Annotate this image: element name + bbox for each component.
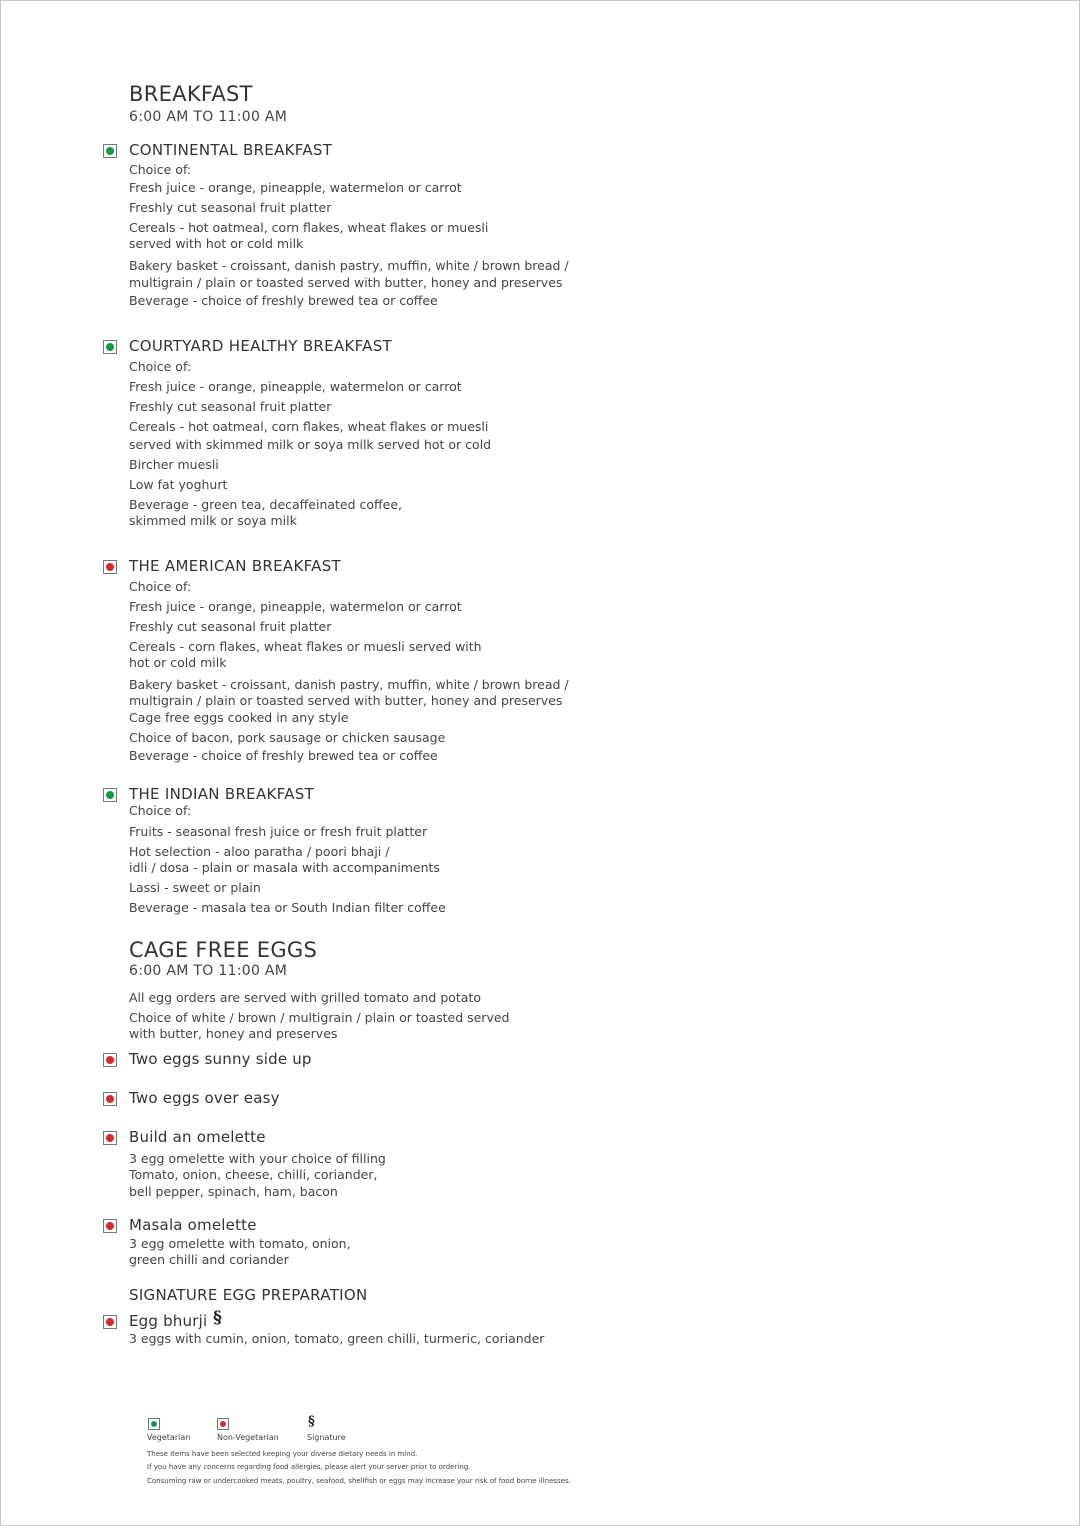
item-line: Cereals - hot oatmeal, corn flakes, wheat flakes or muesli: [129, 220, 489, 235]
legend-note: These items have been selected keeping your diverse dietary needs in mind.: [147, 1450, 418, 1458]
item-title-courtyard-healthy: COURTYARD HEALTHY BREAKFAST: [129, 337, 393, 355]
eggs-intro-line: Choice of white / brown / multigrain / plain or toasted served: [129, 1010, 510, 1025]
item-line: Freshly cut seasonal fruit platter: [129, 200, 332, 215]
non-vegetarian-icon: [103, 560, 117, 574]
non-vegetarian-icon: [103, 1092, 117, 1106]
item-line: Choice of:: [129, 162, 192, 177]
item-title-american: THE AMERICAN BREAKFAST: [129, 557, 342, 575]
legend-vegetarian-label: Vegetarian: [147, 1433, 191, 1442]
item-line: Fresh juice - orange, pineapple, watermelon or carrot: [129, 379, 462, 394]
item-line: Beverage - masala tea or South Indian filter coffee: [129, 900, 446, 915]
legend-signature-label: Signature: [307, 1433, 346, 1442]
signature-heading: SIGNATURE EGG PREPARATION: [129, 1286, 368, 1304]
vegetarian-icon: [103, 788, 117, 802]
breakfast-time: 6:00 AM TO 11:00 AM: [129, 109, 288, 125]
item-title-continental: CONTINENTAL BREAKFAST: [129, 141, 333, 159]
item-line: Cereals - corn flakes, wheat flakes or muesli served with: [129, 639, 482, 654]
item-title-build-omelette: Build an omelette: [129, 1128, 266, 1146]
item-title-over-easy: Two eggs over easy: [129, 1089, 280, 1107]
item-line: Bakery basket - croissant, danish pastry, muffin, white / brown bread /: [129, 258, 569, 273]
signature-icon: §: [308, 1414, 315, 1429]
item-line: Low fat yoghurt: [129, 477, 228, 492]
item-line: served with skimmed milk or soya milk served hot or cold: [129, 437, 492, 452]
item-title-masala-omelette: Masala omelette: [129, 1216, 257, 1234]
vegetarian-icon: [148, 1418, 160, 1430]
item-line: Fruits - seasonal fresh juice or fresh fruit platter: [129, 824, 428, 839]
item-line: Fresh juice - orange, pineapple, watermelon or carrot: [129, 599, 462, 614]
eggs-time: 6:00 AM TO 11:00 AM: [129, 963, 288, 979]
item-line: Bakery basket - croissant, danish pastry, muffin, white / brown bread /: [129, 677, 569, 692]
signature-icon: §: [213, 1308, 222, 1328]
item-line: served with hot or cold milk: [129, 236, 304, 251]
item-line: Cereals - hot oatmeal, corn flakes, wheat flakes or muesli: [129, 419, 489, 434]
item-title-egg-bhurji: Egg bhurji: [129, 1312, 208, 1330]
legend-note: If you have any concerns regarding food allergies, please alert your server prior to ordering.: [147, 1463, 471, 1471]
item-line: Beverage - green tea, decaffeinated coffee,: [129, 497, 403, 512]
item-line: multigrain / plain or toasted served with butter, honey and preserves: [129, 693, 563, 708]
legend-note: Consuming raw or undercooked meats, poultry, seafood, shellfish or eggs may increase your risk of food borne illnesses.: [147, 1477, 571, 1485]
item-line: Choice of:: [129, 803, 192, 818]
item-line: Freshly cut seasonal fruit platter: [129, 399, 332, 414]
eggs-heading: CAGE FREE EGGS: [129, 938, 318, 962]
item-line: Cage free eggs cooked in any style: [129, 710, 349, 725]
item-line: Choice of:: [129, 359, 192, 374]
item-line: Lassi - sweet or plain: [129, 880, 261, 895]
item-line: bell pepper, spinach, ham, bacon: [129, 1184, 338, 1199]
legend-non-vegetarian-label: Non-Vegetarian: [217, 1433, 279, 1442]
breakfast-heading: BREAKFAST: [129, 82, 253, 106]
item-title-indian: THE INDIAN BREAKFAST: [129, 785, 315, 803]
item-line: Beverage - choice of freshly brewed tea or coffee: [129, 748, 438, 763]
item-line: Beverage - choice of freshly brewed tea or coffee: [129, 293, 438, 308]
vegetarian-icon: [103, 144, 117, 158]
item-line: Hot selection - aloo paratha / poori bhaji /: [129, 844, 390, 859]
non-vegetarian-icon: [103, 1131, 117, 1145]
item-title-sunny-side-up: Two eggs sunny side up: [129, 1050, 312, 1068]
item-line: 3 egg omelette with tomato, onion,: [129, 1236, 351, 1251]
eggs-intro-line: with butter, honey and preserves: [129, 1026, 338, 1041]
eggs-intro-line: All egg orders are served with grilled tomato and potato: [129, 990, 482, 1005]
non-vegetarian-icon: [103, 1053, 117, 1067]
item-line: multigrain / plain or toasted served with butter, honey and preserves: [129, 275, 563, 290]
item-line: idli / dosa - plain or masala with accompaniments: [129, 860, 440, 875]
item-line: hot or cold milk: [129, 655, 227, 670]
vegetarian-icon: [103, 340, 117, 354]
item-line: Choice of:: [129, 579, 192, 594]
item-line: Freshly cut seasonal fruit platter: [129, 619, 332, 634]
item-line: Choice of bacon, pork sausage or chicken sausage: [129, 730, 446, 745]
non-vegetarian-icon: [217, 1418, 229, 1430]
item-line: Tomato, onion, cheese, chilli, coriander,: [129, 1167, 378, 1182]
item-line: 3 egg omelette with your choice of filling: [129, 1151, 386, 1166]
item-line: 3 eggs with cumin, onion, tomato, green chilli, turmeric, coriander: [129, 1331, 545, 1346]
item-line: Bircher muesli: [129, 457, 219, 472]
non-vegetarian-icon: [103, 1315, 117, 1329]
non-vegetarian-icon: [103, 1219, 117, 1233]
item-line: green chilli and coriander: [129, 1252, 289, 1267]
item-line: Fresh juice - orange, pineapple, watermelon or carrot: [129, 180, 462, 195]
item-line: skimmed milk or soya milk: [129, 513, 297, 528]
